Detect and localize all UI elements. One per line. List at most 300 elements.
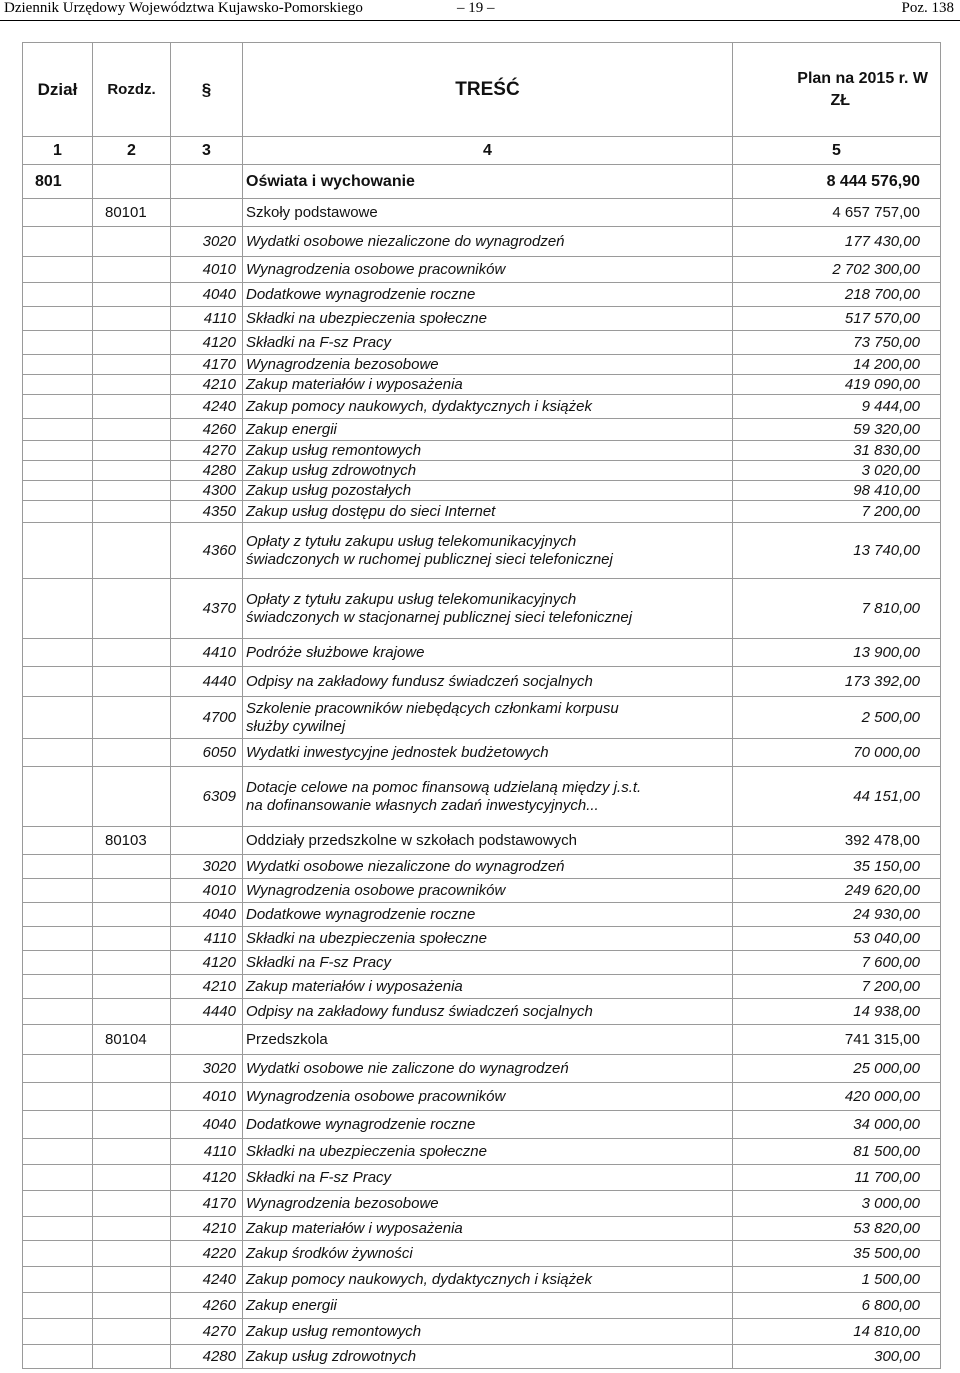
plan-amount: 7 200,00 (733, 501, 941, 523)
table-row (23, 227, 941, 257)
item-description (243, 165, 733, 199)
table-row (23, 1293, 941, 1319)
plan-amount: 14 810,00 (733, 1319, 941, 1345)
description-line: Podróże służbowe krajowe (246, 643, 425, 661)
table-row (23, 1345, 941, 1369)
table-row (23, 283, 941, 307)
dzial-cell (23, 1055, 93, 1083)
description-line: Składki na ubezpieczenia społeczne (246, 929, 487, 947)
table-row (23, 1191, 941, 1217)
description-line: Wynagrodzenia osobowe pracowników (246, 1087, 506, 1105)
col-dzial-header: Dział (23, 43, 93, 137)
plan-amount: 218 700,00 (733, 283, 941, 307)
item-description (243, 307, 733, 331)
item-description (243, 1055, 733, 1083)
description-line: Dotacje celowe na pomoc finansową udzielaną między j.s.t. (246, 778, 642, 796)
table-row (23, 1165, 941, 1191)
dzial-cell (23, 1111, 93, 1139)
item-description (243, 667, 733, 697)
plan-amount: 59 320,00 (733, 419, 941, 441)
rozdz-cell (93, 1191, 171, 1217)
paragraf-code: 4040 (171, 283, 243, 307)
table-row (23, 903, 941, 927)
item-description (243, 903, 733, 927)
paragraf-code: 4240 (171, 395, 243, 419)
item-description (243, 879, 733, 903)
col-tresc-header: TREŚĆ (243, 43, 733, 137)
plan-amount: 177 430,00 (733, 227, 941, 257)
plan-amount: 7 810,00 (733, 579, 941, 639)
description-line: Zakup usług zdrowotnych (246, 461, 417, 479)
paragraf-code: 4700 (171, 697, 243, 739)
dzial-cell (23, 903, 93, 927)
rozdz-cell (93, 307, 171, 331)
col-number-3: 3 (171, 137, 243, 165)
description-line: Opłaty z tytułu zakupu usług telekomunikacyjnych (246, 590, 577, 608)
dzial-cell (23, 1217, 93, 1241)
rozdz-cell (93, 257, 171, 283)
plan-amount: 53 820,00 (733, 1217, 941, 1241)
rozdz-cell (93, 1139, 171, 1165)
description-line: Składki na F-sz Pracy (246, 333, 392, 351)
paragraf-code: 4010 (171, 257, 243, 283)
dzial-cell (23, 481, 93, 501)
paragraf-cell (171, 827, 243, 855)
description-line: Zakup pomocy naukowych, dydaktycznych i książek (246, 397, 592, 415)
description-line: Wydatki osobowe niezaliczone do wynagrodzeń (246, 232, 565, 250)
dzial-cell (23, 1241, 93, 1267)
item-description (243, 927, 733, 951)
paragraf-code: 4240 (171, 1267, 243, 1293)
item-description (243, 1191, 733, 1217)
paragraf-code: 3020 (171, 1055, 243, 1083)
table-row (23, 739, 941, 767)
description-line: Składki na F-sz Pracy (246, 953, 392, 971)
paragraf-code: 4120 (171, 1165, 243, 1191)
description-line: Zakup środków żywności (246, 1244, 413, 1262)
dzial-cell (23, 199, 93, 227)
plan-amount: 13 740,00 (733, 523, 941, 579)
paragraf-code: 4440 (171, 999, 243, 1025)
description-line: Wynagrodzenia osobowe pracowników (246, 260, 506, 278)
rozdz-cell (93, 1083, 171, 1111)
item-description (243, 481, 733, 501)
description-line: Składki na ubezpieczenia społeczne (246, 1142, 487, 1160)
item-description (243, 579, 733, 639)
col-number-4: 4 (243, 137, 733, 165)
journal-title: Dziennik Urzędowy Województwa Kujawsko-Pomorskiego (4, 0, 363, 16)
col-plan-header-line2: ZŁ (830, 91, 850, 109)
table-row (23, 975, 941, 999)
paragraf-code: 4270 (171, 1319, 243, 1345)
item-description (243, 1319, 733, 1345)
plan-amount: 53 040,00 (733, 927, 941, 951)
table-row (23, 461, 941, 481)
dzial-code: 801 (23, 165, 93, 199)
dzial-cell (23, 879, 93, 903)
dzial-cell (23, 999, 93, 1025)
table-row (23, 523, 941, 579)
table-row (23, 827, 941, 855)
description-line: Zakup materiałów i wyposażenia (246, 375, 463, 393)
table-row (23, 1111, 941, 1139)
dzial-cell (23, 951, 93, 975)
paragraf-code: 6309 (171, 767, 243, 827)
item-description (243, 827, 733, 855)
rozdz-cell (93, 855, 171, 879)
description-line-2: na dofinansowanie własnych zadań inwestycyjnych... (246, 796, 599, 814)
table-row (23, 667, 941, 697)
table-row (23, 441, 941, 461)
dzial-cell (23, 375, 93, 395)
rozdz-cell (93, 1319, 171, 1345)
table-row (23, 375, 941, 395)
col-number-5: 5 (733, 137, 941, 165)
table-row (23, 855, 941, 879)
description-line: Dodatkowe wynagrodzenie roczne (246, 905, 476, 923)
rozdz-cell (93, 165, 171, 199)
dzial-cell (23, 257, 93, 283)
table-row (23, 501, 941, 523)
table-row (23, 419, 941, 441)
rozdz-cell (93, 419, 171, 441)
paragraf-cell (171, 199, 243, 227)
table-row (23, 1139, 941, 1165)
plan-amount: 4 657 757,00 (733, 199, 941, 227)
rozdz-cell (93, 481, 171, 501)
table-row (23, 579, 941, 639)
dzial-cell (23, 331, 93, 355)
plan-amount: 1 500,00 (733, 1267, 941, 1293)
description-line-2: służby cywilnej (246, 717, 346, 735)
dzial-cell (23, 1319, 93, 1345)
rozdz-cell (93, 523, 171, 579)
col-plan-header-line1: Plan na 2015 r. W (797, 69, 928, 87)
item-description (243, 375, 733, 395)
description-line: Składki na ubezpieczenia społeczne (246, 309, 487, 327)
plan-amount: 44 151,00 (733, 767, 941, 827)
table-row (23, 199, 941, 227)
dzial-cell (23, 441, 93, 461)
table-row (23, 999, 941, 1025)
item-description (243, 855, 733, 879)
paragraf-code: 4260 (171, 419, 243, 441)
table-row (23, 307, 941, 331)
description-line: Szkoły podstawowe (246, 203, 378, 221)
table-row (23, 1025, 941, 1055)
description-line: Wydatki osobowe nie zaliczone do wynagrodzeń (246, 1059, 569, 1077)
paragraf-code: 4170 (171, 355, 243, 375)
dzial-cell (23, 1083, 93, 1111)
plan-amount: 249 620,00 (733, 879, 941, 903)
dzial-cell (23, 697, 93, 739)
col-number-1: 1 (23, 137, 93, 165)
dzial-cell (23, 461, 93, 481)
paragraf-code: 3020 (171, 227, 243, 257)
rozdz-cell (93, 767, 171, 827)
dzial-cell (23, 307, 93, 331)
column-number-row (23, 137, 941, 165)
paragraf-code: 4110 (171, 1139, 243, 1165)
dzial-cell (23, 1025, 93, 1055)
rozdz-cell (93, 951, 171, 975)
description-line: Zakup usług pozostałych (246, 481, 412, 499)
paragraf-code: 4010 (171, 1083, 243, 1111)
dzial-cell (23, 639, 93, 667)
dzial-cell (23, 355, 93, 375)
plan-amount: 419 090,00 (733, 375, 941, 395)
description-line: Odpisy na zakładowy fundusz świadczeń socjalnych (246, 1002, 593, 1020)
paragraf-code: 4210 (171, 375, 243, 395)
item-description (243, 441, 733, 461)
plan-amount: 81 500,00 (733, 1139, 941, 1165)
paragraf-code: 4360 (171, 523, 243, 579)
table-row (23, 1055, 941, 1083)
description-line: Wydatki osobowe niezaliczone do wynagrodzeń (246, 857, 565, 875)
item-description (243, 639, 733, 667)
dzial-cell (23, 283, 93, 307)
plan-amount: 420 000,00 (733, 1083, 941, 1111)
description-line: Składki na F-sz Pracy (246, 1168, 392, 1186)
item-description (243, 501, 733, 523)
dzial-cell (23, 975, 93, 999)
table-header-row (23, 43, 941, 137)
plan-amount: 24 930,00 (733, 903, 941, 927)
dzial-cell (23, 395, 93, 419)
plan-amount: 7 200,00 (733, 975, 941, 999)
dzial-cell (23, 739, 93, 767)
plan-amount: 6 800,00 (733, 1293, 941, 1319)
description-line: Zakup materiałów i wyposażenia (246, 977, 463, 995)
rozdz-cell (93, 975, 171, 999)
rozdz-cell (93, 579, 171, 639)
item-description (243, 461, 733, 481)
dzial-cell (23, 419, 93, 441)
plan-amount: 3 020,00 (733, 461, 941, 481)
rozdz-cell (93, 999, 171, 1025)
item-description (243, 1267, 733, 1293)
description-line: Wynagrodzenia bezosobowe (246, 1194, 439, 1212)
rozdz-cell (93, 739, 171, 767)
page-number: – 19 – (457, 0, 495, 16)
paragraf-code: 4040 (171, 903, 243, 927)
item-description (243, 199, 733, 227)
paragraf-code: 4370 (171, 579, 243, 639)
description-line: Wynagrodzenia bezosobowe (246, 355, 439, 373)
paragraf-code: 4220 (171, 1241, 243, 1267)
dzial-cell (23, 927, 93, 951)
plan-amount: 35 500,00 (733, 1241, 941, 1267)
rozdz-cell (93, 1217, 171, 1241)
item-description (243, 227, 733, 257)
plan-amount: 9 444,00 (733, 395, 941, 419)
col-number-2: 2 (93, 137, 171, 165)
rozdz-cell (93, 1241, 171, 1267)
table-row (23, 767, 941, 827)
paragraf-code: 4120 (171, 951, 243, 975)
rozdz-cell (93, 1293, 171, 1319)
col-rozdz-header: Rozdz. (93, 43, 171, 137)
item-description (243, 1217, 733, 1241)
plan-amount: 7 600,00 (733, 951, 941, 975)
paragraf-code: 6050 (171, 739, 243, 767)
item-description (243, 999, 733, 1025)
dzial-cell (23, 523, 93, 579)
rozdz-cell (93, 227, 171, 257)
paragraf-code: 4120 (171, 331, 243, 355)
col-plan-header (733, 43, 941, 137)
description-line: Zakup energii (246, 420, 337, 438)
paragraf-code: 4110 (171, 307, 243, 331)
plan-amount: 98 410,00 (733, 481, 941, 501)
table-row (23, 1083, 941, 1111)
rozdz-cell (93, 441, 171, 461)
description-line: Oświata i wychowanie (246, 172, 415, 190)
table-row (23, 697, 941, 739)
header-rule (0, 20, 960, 21)
item-description (243, 1025, 733, 1055)
item-description (243, 355, 733, 375)
rozdz-cell (93, 879, 171, 903)
rozdz-code: 80103 (93, 827, 171, 855)
table-row (23, 1217, 941, 1241)
rozdz-cell (93, 461, 171, 481)
rozdz-cell (93, 1165, 171, 1191)
col-paragraf-header: § (171, 43, 243, 137)
plan-amount: 73 750,00 (733, 331, 941, 355)
budget-table (22, 42, 941, 1369)
item-description (243, 1345, 733, 1369)
table-row (23, 165, 941, 199)
description-line: Zakup usług dostępu do sieci Internet (246, 502, 496, 520)
rozdz-cell (93, 903, 171, 927)
plan-amount: 3 000,00 (733, 1191, 941, 1217)
item-description (243, 257, 733, 283)
dzial-cell (23, 579, 93, 639)
dzial-cell (23, 1191, 93, 1217)
table-row (23, 355, 941, 375)
description-line: Zakup energii (246, 1296, 337, 1314)
rozdz-cell (93, 331, 171, 355)
paragraf-code: 4210 (171, 975, 243, 999)
table-row (23, 395, 941, 419)
plan-amount: 13 900,00 (733, 639, 941, 667)
paragraf-code: 4350 (171, 501, 243, 523)
plan-amount: 2 702 300,00 (733, 257, 941, 283)
paragraf-code: 4010 (171, 879, 243, 903)
description-line: Wydatki inwestycyjne jednostek budżetowych (246, 743, 549, 761)
table-row (23, 951, 941, 975)
description-line-2: świadczonych w ruchomej publicznej sieci telefonicznej (246, 550, 613, 568)
dzial-cell (23, 827, 93, 855)
paragraf-code: 4410 (171, 639, 243, 667)
dzial-cell (23, 767, 93, 827)
description-line: Zakup usług remontowych (246, 441, 422, 459)
rozdz-cell (93, 283, 171, 307)
rozdz-cell (93, 501, 171, 523)
description-line: Przedszkola (246, 1030, 328, 1048)
paragraf-code: 4040 (171, 1111, 243, 1139)
paragraf-code: 4280 (171, 461, 243, 481)
plan-amount: 392 478,00 (733, 827, 941, 855)
item-description (243, 1111, 733, 1139)
dzial-cell (23, 667, 93, 697)
paragraf-code: 4270 (171, 441, 243, 461)
rozdz-cell (93, 667, 171, 697)
table-row (23, 1267, 941, 1293)
plan-amount: 70 000,00 (733, 739, 941, 767)
page-header (0, 0, 960, 24)
description-line: Zakup usług zdrowotnych (246, 1347, 417, 1365)
dzial-cell (23, 1165, 93, 1191)
description-line: Odpisy na zakładowy fundusz świadczeń socjalnych (246, 672, 593, 690)
plan-amount: 31 830,00 (733, 441, 941, 461)
dzial-cell (23, 501, 93, 523)
description-line: Wynagrodzenia osobowe pracowników (246, 881, 506, 899)
plan-amount: 14 938,00 (733, 999, 941, 1025)
rozdz-cell (93, 395, 171, 419)
paragraf-code: 4170 (171, 1191, 243, 1217)
plan-amount: 8 444 576,90 (733, 165, 941, 199)
position-number: Poz. 138 (901, 0, 954, 16)
description-line-2: świadczonych w stacjonarnej publicznej sieci telefonicznej (246, 608, 633, 626)
table-row (23, 331, 941, 355)
dzial-cell (23, 1267, 93, 1293)
table-row (23, 1319, 941, 1345)
rozdz-cell (93, 375, 171, 395)
plan-amount: 25 000,00 (733, 1055, 941, 1083)
paragraf-code: 4300 (171, 481, 243, 501)
paragraf-cell (171, 165, 243, 199)
item-description (243, 283, 733, 307)
item-description (243, 1241, 733, 1267)
dzial-cell (23, 855, 93, 879)
item-description (243, 767, 733, 827)
plan-amount: 35 150,00 (733, 855, 941, 879)
table-row (23, 639, 941, 667)
table-row (23, 1241, 941, 1267)
paragraf-code: 4110 (171, 927, 243, 951)
rozdz-code: 80104 (93, 1025, 171, 1055)
description-line: Dodatkowe wynagrodzenie roczne (246, 1115, 476, 1133)
item-description (243, 975, 733, 999)
item-description (243, 1165, 733, 1191)
item-description (243, 697, 733, 739)
dzial-cell (23, 1139, 93, 1165)
paragraf-code: 4440 (171, 667, 243, 697)
description-line: Oddziały przedszkolne w szkołach podstawowych (246, 831, 577, 849)
paragraf-code: 4210 (171, 1217, 243, 1241)
item-description (243, 1083, 733, 1111)
rozdz-cell (93, 697, 171, 739)
rozdz-cell (93, 1055, 171, 1083)
paragraf-cell (171, 1025, 243, 1055)
description-line: Zakup pomocy naukowych, dydaktycznych i książek (246, 1270, 592, 1288)
paragraf-code: 3020 (171, 855, 243, 879)
item-description (243, 1139, 733, 1165)
plan-amount: 173 392,00 (733, 667, 941, 697)
dzial-cell (23, 227, 93, 257)
item-description (243, 523, 733, 579)
rozdz-cell (93, 1111, 171, 1139)
description-line: Opłaty z tytułu zakupu usług telekomunikacyjnych (246, 532, 577, 550)
paragraf-code: 4260 (171, 1293, 243, 1319)
item-description (243, 951, 733, 975)
dzial-cell (23, 1293, 93, 1319)
description-line: Zakup usług remontowych (246, 1322, 422, 1340)
description-line: Zakup materiałów i wyposażenia (246, 1219, 463, 1237)
item-description (243, 419, 733, 441)
